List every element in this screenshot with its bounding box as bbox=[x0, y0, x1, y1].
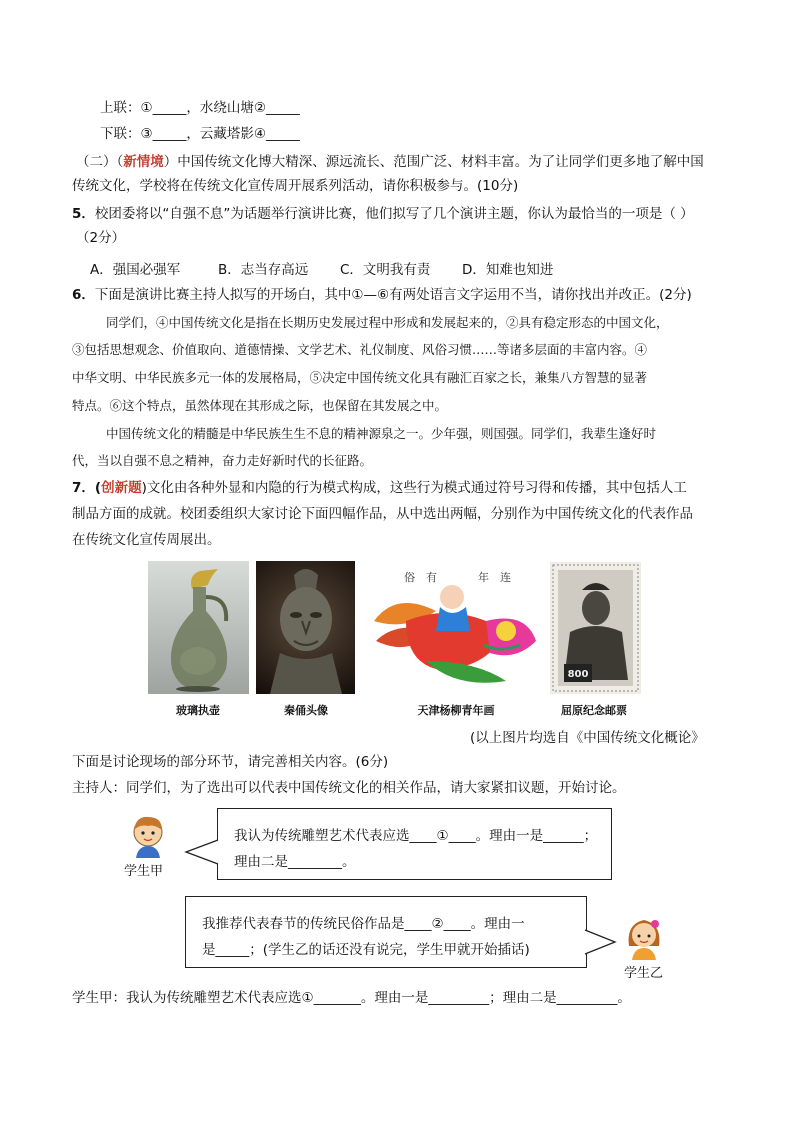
caption-glass-ewer: 玻璃执壶 bbox=[176, 704, 220, 717]
q5-option-d: D．知难也知进 bbox=[462, 262, 554, 278]
caption-nianhua: 天津杨柳青年画 bbox=[417, 704, 495, 717]
bubble-b-line2: 是_____；(学生乙的话还没有说完，学生甲就开始插话) bbox=[202, 942, 530, 958]
q6-p1-line2: ③包括思想观念、价值取向、道德情操、文学艺术、礼仪制度、风俗习惯……等诸多层面的丰富内容。④ bbox=[72, 342, 648, 357]
q7-stem-line1: 7．(创新题)文化由各种外显和内隐的行为模式构成，这些行为模式通过符号习得和传播，其中包括人工 bbox=[72, 480, 687, 496]
q6-p2-line1: 中国传统文化的精髓是中华民族生生不息的精神源泉之一。少年强，则国强。同学们，我辈生逢好时 bbox=[106, 426, 657, 441]
image-source: (以上图片均选自《中国传统文化概论》 bbox=[470, 730, 705, 746]
q6-p1-line4: 特点。⑥这个特点，虽然体现在其形成之际，也保留在其发展之中。 bbox=[72, 398, 448, 413]
q6-stem: 6．下面是演讲比赛主持人拟写的开场白，其中①—⑥有两处语言文字运用不当，请你找出并改正。(2分) bbox=[72, 287, 692, 303]
nianhua-char-1: 俗 bbox=[404, 571, 415, 584]
student-a-label: 学生甲 bbox=[124, 864, 164, 879]
section2-line2: 传统文化，学校将在传统文化宣传周开展系列活动，请你积极参与。(10分) bbox=[72, 178, 519, 194]
q5-option-c: C．文明我有责 bbox=[340, 262, 431, 278]
q7-intro: 下面是讨论现场的部分环节，请完善相关内容。(6分) bbox=[72, 754, 389, 770]
q7-stem-line3: 在传统文化宣传周展出。 bbox=[72, 532, 221, 548]
nianhua-char-3: 年 bbox=[478, 571, 489, 584]
q5-option-b: B．志当存高远 bbox=[218, 262, 309, 278]
caption-stamp: 屈原纪念邮票 bbox=[561, 704, 627, 717]
q7-tag: 创新题 bbox=[101, 480, 142, 496]
q6-p1-line1: 同学们，④中国传统文化是指在长期历史发展过程中形成和发展起来的，②具有稳定形态的中国文化， bbox=[106, 315, 669, 330]
couplet-upper: 上联：①_____，水绕山塘②_____ bbox=[100, 100, 300, 116]
bubble-a-line2: 理由二是________。 bbox=[234, 854, 356, 870]
student-a-avatar bbox=[128, 814, 168, 858]
host-speech: 主持人：同学们，为了选出可以代表中国传统文化的相关作品，请大家紧扣议题，开始讨论。 bbox=[72, 780, 626, 796]
nianhua-char-2: 有 bbox=[426, 571, 437, 584]
stamp-value: 800 bbox=[567, 669, 589, 680]
qu-yuan-stamp-image bbox=[550, 562, 641, 694]
section2-tag: 新情境 bbox=[123, 154, 164, 170]
student-b-avatar bbox=[624, 916, 664, 960]
q7-stem-line2: 制品方面的成就。校团委组织大家讨论下面四幅作品，从中选出两幅，分别作为中国传统文化的代表作品 bbox=[72, 506, 693, 522]
final-line: 学生甲：我认为传统雕塑艺术代表应选①_______。理由一是_________；理由二是_________。 bbox=[72, 990, 631, 1006]
section2-line1: （二）（新情境）中国传统文化博大精深、源远流长、范围广泛、材料丰富。为了让同学们更多地了解中国 bbox=[76, 154, 704, 170]
nianhua-char-4: 连 bbox=[500, 571, 511, 584]
bubble-b-tail bbox=[583, 928, 617, 958]
q6-p1-line3: 中华文明、中华民族多元一体的发展格局，⑤决定中国传统文化具有融汇百家之长，兼集八方智慧的显著 bbox=[72, 370, 648, 385]
q5-score: （2分） bbox=[76, 230, 126, 246]
couplet-lower: 下联：③_____，云藏塔影④_____ bbox=[100, 126, 300, 142]
student-b-label: 学生乙 bbox=[624, 966, 664, 981]
glass-ewer-image bbox=[148, 561, 249, 694]
bubble-a-line1: 我认为传统雕塑艺术代表应选____①____。理由一是______； bbox=[234, 828, 598, 844]
q5-stem: 5．校团委将以“自强不息”为话题举行演讲比赛，他们拟写了几个演讲主题，你认为最恰当的一项是（ ） bbox=[72, 206, 694, 222]
bubble-b-line1: 我推荐代表春节的传统民俗作品是____②____。理由一 bbox=[202, 916, 525, 932]
bubble-a-tail bbox=[184, 838, 220, 868]
caption-terracotta-head: 秦俑头像 bbox=[284, 704, 328, 717]
q6-p2-line2: 代，当以自强不息之精神，奋力走好新时代的长征路。 bbox=[72, 453, 373, 468]
terracotta-head-image bbox=[256, 561, 355, 694]
q5-option-a: A．强国必强军 bbox=[90, 262, 181, 278]
nianhua-image bbox=[366, 561, 544, 694]
